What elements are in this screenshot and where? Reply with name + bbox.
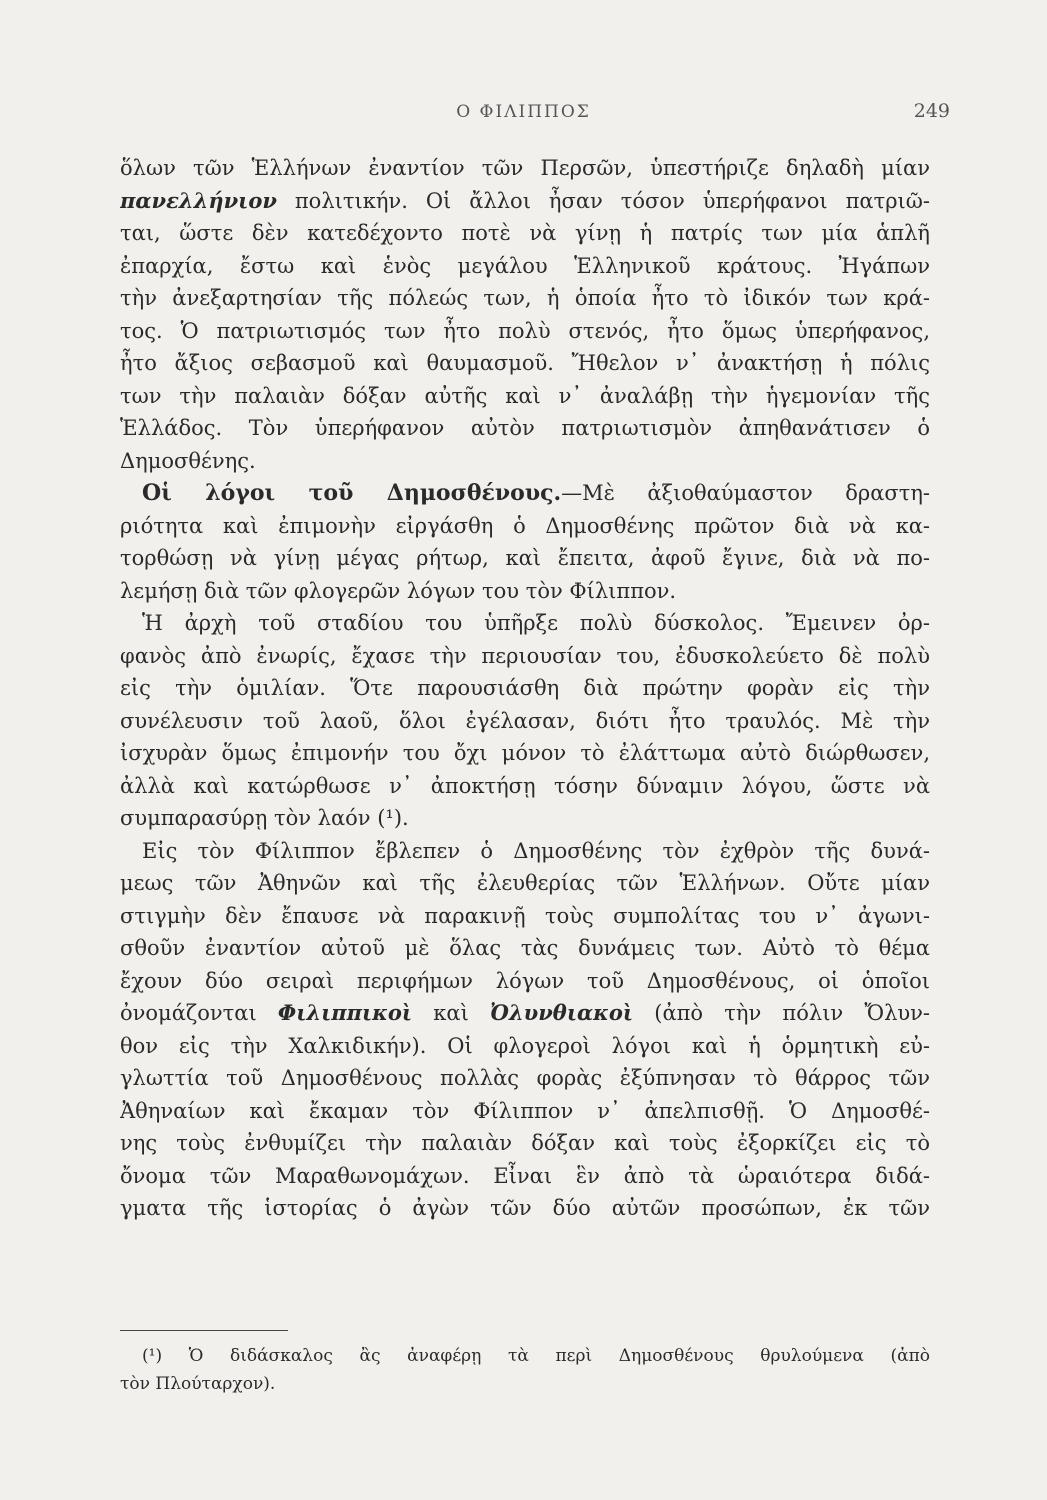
body-line — [120, 380, 930, 413]
footnotes — [120, 1342, 930, 1398]
text-run: (¹) Ὁ διδάσκαλος ἂς ἀναφέρῃ τὰ περὶ Δημοσθένους θρυλούμενα (ἀπὸ — [142, 1346, 930, 1366]
text-run: τορθώσῃ νὰ γίνῃ μέγας ρήτωρ, καὶ ἔπειτα, ἀφοῦ ἔγινε, διὰ νὰ πο- — [120, 546, 930, 570]
body-line — [120, 1160, 930, 1193]
text-run: Ἑλλάδος. Τὸν ὑπερήφανον αὐτὸν πατριωτισμὸν ἀπηθανάτισεν ὁ — [120, 416, 930, 440]
body-line — [120, 965, 930, 998]
page-number: 249 — [913, 100, 950, 122]
body-line — [120, 315, 930, 348]
body-line — [120, 1062, 930, 1095]
text-run: γλωττία τοῦ Δημοσθένους πολλὰς φορὰς ἐξύπνησαν τὸ θάρρος τῶν — [120, 1066, 930, 1090]
body-line — [120, 672, 930, 705]
body-line — [120, 575, 930, 608]
text-run: ἰσχυρὰν ὅμως ἐπιμονήν του ὄχι μόνον τὸ ἐλάττωμα αὐτὸ διώρθωσεν, — [120, 741, 930, 765]
text-run: Ἀθηναίων καὶ ἔκαμαν τὸν Φίλιππον ν᾽ ἀπελπισθῇ. Ὁ Δημοσθέ- — [120, 1098, 930, 1123]
body-line — [120, 770, 930, 803]
body-line — [120, 1192, 930, 1225]
text-run: ἐπαρχία, ἔστω καὶ ἑνὸς μεγάλου Ἑλληνικοῦ κράτους. Ἠγάπων — [120, 253, 930, 278]
body-line — [120, 347, 930, 380]
body-line — [120, 510, 930, 543]
body-line — [120, 152, 930, 185]
text-run: καὶ — [412, 1001, 491, 1025]
text-run: τὸν Πλούταρχον). — [120, 1374, 276, 1394]
text-run: σθοῦν ἐναντίον αὐτοῦ μὲ ὅλας τὰς δυνάμεις των. Αὐτὸ τὸ θέμα — [120, 936, 930, 960]
text-run: πολιτικήν. Οἱ ἄλλοι ἦσαν τόσον ὑπερήφανοι πατριῶ- — [276, 188, 930, 213]
text-run: ὄνομα τῶν Μαραθωνομάχων. Εἶναι ἓν ἀπὸ τὰ ὡραιότερα διδά- — [120, 1163, 930, 1188]
body-line — [120, 1030, 930, 1063]
text-run: ὀνομάζονται — [120, 1001, 278, 1025]
body-line — [120, 412, 930, 445]
body-line — [120, 932, 930, 965]
text-run: νης τοὺς ἐνθυμίζει τὴν παλαιὰν δόξαν καὶ τοὺς ἐξορκίζει εἰς τὸ — [120, 1131, 930, 1155]
text-run: των τὴν παλαιὰν δόξαν αὐτῆς καὶ ν᾽ ἀναλάβῃ τὴν ἡγεμονίαν τῆς — [120, 383, 930, 408]
body-text — [120, 152, 930, 1225]
running-header: Ο ΦΙΛΙΠΠΟΣ — [456, 102, 591, 122]
body-line — [120, 867, 930, 900]
footnotes-line — [120, 1342, 930, 1370]
text-run: συμπαρασύρῃ τὸν λαόν (¹). — [120, 806, 409, 830]
text-run: λεμήσῃ διὰ τῶν φλογερῶν λόγων του τὸν Φίλιππον. — [120, 578, 677, 603]
text-run: τὴν ἀνεξαρτησίαν τῆς πόλεώς των, ἡ ὁποία ἦτο τὸ ἰδικόν των κρά- — [120, 286, 930, 310]
body-line — [120, 607, 930, 640]
body-line — [120, 445, 930, 478]
text-run: ται, ὥστε δὲν κατεδέχοντο ποτὲ νὰ γίνῃ ἡ πατρίς των μία ἁπλῆ — [120, 221, 930, 245]
body-line — [120, 1095, 930, 1128]
text-run: Δημοσθένης. — [120, 448, 256, 473]
body-line — [120, 640, 930, 673]
body-line — [120, 997, 930, 1030]
emphasized-term: πανελλήνιον — [120, 187, 277, 213]
emphasized-term: Ὀλυνθιακοὶ — [490, 1000, 634, 1025]
text-run: τος. Ὁ πατριωτισμός των ἦτο πολὺ στενός, ἦτο ὅμως ὑπερήφανος, — [120, 318, 930, 343]
body-line — [120, 282, 930, 315]
text-run: ριότητα καὶ ἐπιμονὴν εἰργάσθη ὁ Δημοσθένης πρῶτον διὰ νὰ κα- — [120, 513, 930, 538]
text-run: γματα τῆς ἱστορίας ὁ ἀγὼν τῶν δύο αὐτῶν προσώπων, ἐκ τῶν — [120, 1196, 930, 1220]
body-line — [120, 835, 930, 868]
text-run: Εἰς τὸν Φίλιππον ἔβλεπεν ὁ Δημοσθένης τὸν ἐχθρὸν τῆς δυνά- — [142, 838, 930, 863]
body-line — [120, 900, 930, 933]
text-run: (ἀπὸ τὴν πόλιν Ὄλυν- — [633, 1001, 930, 1025]
text-run: εἰς τὴν ὁμιλίαν. Ὅτε παρουσιάσθη διὰ πρώτην φορὰν εἰς τὴν — [120, 676, 930, 700]
body-line — [120, 1127, 930, 1160]
body-line — [120, 250, 930, 283]
text-run: φανὸς ἀπὸ ἐνωρίς, ἔχασε τὴν περιουσίαν του, ἐδυσκολεύετο δὲ πολὺ — [120, 643, 930, 668]
section-heading: Οἱ λόγοι τοῦ Δημοσθένους. — [142, 480, 562, 506]
body-line — [120, 185, 930, 218]
text-run: ὅλων τῶν Ἑλλήνων ἐναντίον τῶν Περσῶν, ὑπεστήριζε δηλαδὴ μίαν — [120, 156, 930, 180]
text-run: θον εἰς τὴν Χαλκιδικήν). Οἱ φλογεροὶ λόγοι καὶ ἡ ὁρμητικὴ εὐ- — [120, 1033, 930, 1058]
text-run: συνέλευσιν τοῦ λαοῦ, ὅλοι ἐγέλασαν, διότι ἦτο τραυλός. Μὲ τὴν — [120, 708, 930, 733]
text-run: ἔχουν δύο σειραὶ περιφήμων λόγων τοῦ Δημοσθένους, οἱ ὁποῖοι — [120, 968, 930, 993]
footnote-divider — [120, 1330, 288, 1331]
body-line — [120, 705, 930, 738]
footnotes-line — [120, 1370, 930, 1398]
text-run: ἀλλὰ καὶ κατώρθωσε ν᾽ ἀποκτήσῃ τόσην δύναμιν λόγου, ὥστε νὰ — [120, 773, 930, 798]
body-line — [120, 217, 930, 250]
emphasized-term: Φιλιππικοὶ — [277, 1000, 413, 1025]
body-line — [120, 542, 930, 575]
text-run: Ἡ ἀρχὴ τοῦ σταδίου του ὑπῆρξε πολὺ δύσκολος. Ἔμεινεν ὀρ- — [142, 611, 930, 635]
text-run: μεως τῶν Ἀθηνῶν καὶ τῆς ἐλευθερίας τῶν Ἑλλήνων. Οὔτε μίαν — [120, 871, 930, 895]
text-run: —Μὲ ἀξιοθαύμαστον δραστη- — [561, 481, 930, 505]
text-run: στιγμὴν δὲν ἔπαυσε νὰ παρακινῇ τοὺς συμπολίτας του ν᾽ ἀγωνι- — [120, 903, 930, 928]
text-run: ἦτο ἄξιος σεβασμοῦ καὶ θαυμασμοῦ. Ἤθελον ν᾽ ἀνακτήσῃ ἡ πόλις — [120, 351, 930, 375]
body-line — [120, 477, 930, 510]
body-line — [120, 737, 930, 770]
body-line — [120, 802, 930, 835]
